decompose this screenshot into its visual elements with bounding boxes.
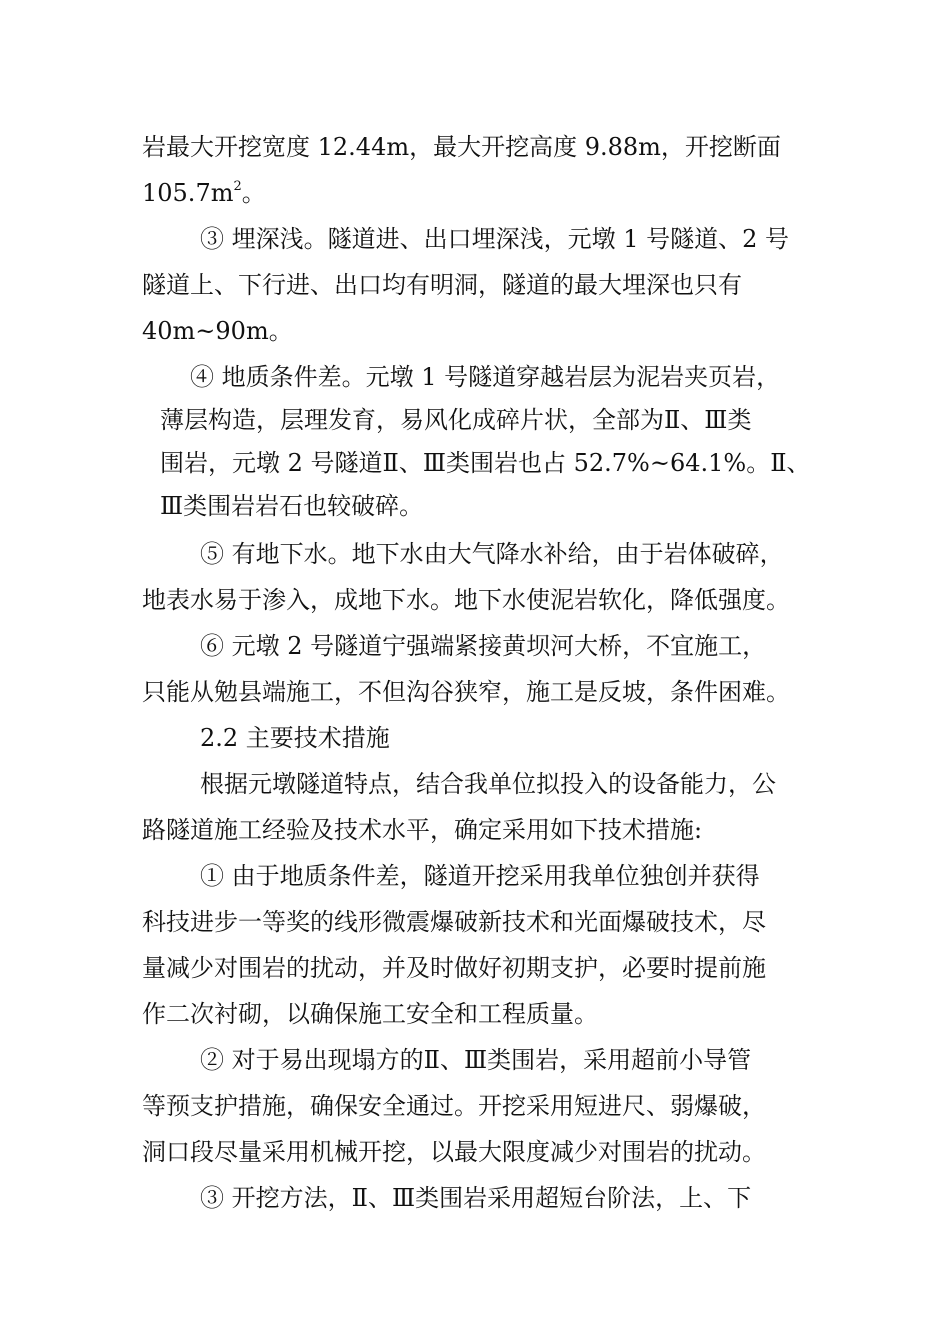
text-line: ③ 开挖方法，Ⅱ、Ⅲ类围岩采用超短台阶法，上、下 <box>200 1184 752 1212</box>
text-line: 作二次衬砌，以确保施工安全和工程质量。 <box>142 1000 598 1028</box>
text-line: 地表水易于渗入，成地下水。地下水使泥岩软化，降低强度。 <box>142 586 790 614</box>
text-line: 根据元墩隧道特点，结合我单位拟投入的设备能力，公 <box>200 770 776 798</box>
text-line: ② 对于易出现塌方的Ⅱ、Ⅲ类围岩，采用超前小导管 <box>200 1046 752 1074</box>
text-line: 科技进步一等奖的线形微震爆破新技术和光面爆破技术，尽 <box>142 908 766 936</box>
text-line: ① 由于地质条件差，隧道开挖采用我单位独创并获得 <box>200 862 760 890</box>
text-line: ⑥ 元墩 2 号隧道宁强端紧接黄坝河大桥，不宜施工， <box>200 632 767 660</box>
text-line: 隧道上、下行进、出口均有明洞，隧道的最大埋深也只有 <box>142 271 742 299</box>
text-line: 量减少对围岩的扰动，并及时做好初期支护，必要时提前施 <box>142 954 766 982</box>
text-line: 只能从勉县端施工，不但沟谷狭窄，施工是反坡，条件困难。 <box>142 678 790 706</box>
period-mark: 。 <box>241 179 266 207</box>
text-line: 等预支护措施，确保安全通过。开挖采用短进尺、弱爆破， <box>142 1092 766 1120</box>
text-line: 洞口段尽量采用机械开挖，以最大限度减少对围岩的扰动。 <box>142 1138 766 1166</box>
text-line: 岩最大开挖宽度 12.44m，最大开挖高度 9.88m，开挖断面 <box>142 133 781 161</box>
text-line: ④ 地质条件差。元墩 1 号隧道穿越岩层为泥岩夹页岩， <box>190 363 781 391</box>
text-line: 路隧道施工经验及技术水平，确定采用如下技术措施: <box>142 816 703 844</box>
text-line: 薄层构造，层理发育，易风化成碎片状，全部为Ⅱ、Ⅲ类 <box>160 406 752 434</box>
text-line: 40m~90m。 <box>142 317 293 345</box>
superscript-exponent: 2 <box>233 179 242 194</box>
section-heading: 2.2 主要技术措施 <box>200 724 390 752</box>
area-value: 105.7m <box>142 179 234 207</box>
text-line: ③ 埋深浅。隧道进、出口埋深浅，元墩 1 号隧道、2 号 <box>200 225 790 253</box>
text-line: Ⅲ类围岩岩石也较破碎。 <box>160 492 424 520</box>
text-line: ⑤ 有地下水。地下水由大气降水补给，由于岩体破碎， <box>200 540 784 568</box>
text-line <box>142 178 266 208</box>
text-line: 围岩，元墩 2 号隧道Ⅱ、Ⅲ类围岩也占 52.7%~64.1%。Ⅱ、 <box>160 449 811 477</box>
